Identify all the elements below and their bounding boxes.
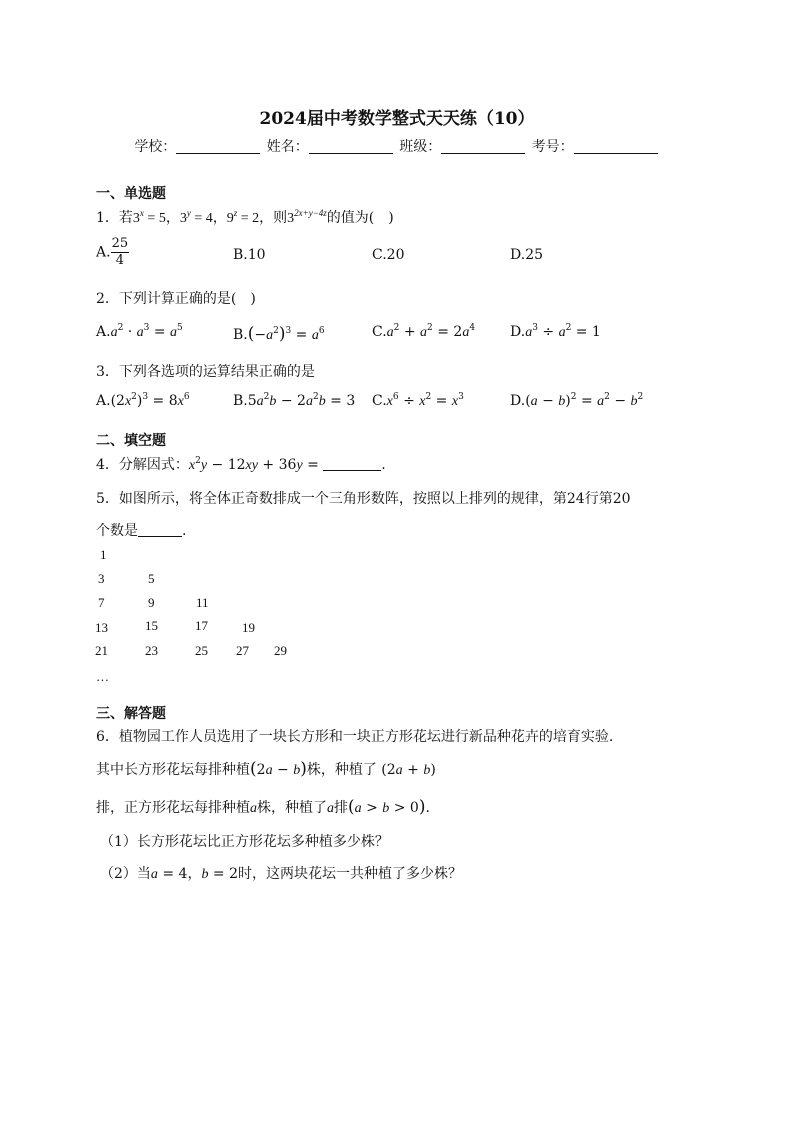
fraction: $\frac{25}{4}$ (111, 236, 129, 268)
array-ellipsis: … (96, 669, 109, 684)
class-blank[interactable] (441, 139, 525, 154)
question-3-option-a[interactable]: $A.(2x^2)^3 = 8x^6$ (96, 392, 190, 409)
question-2-option-a[interactable]: $A.a^2 \cdot a^3 = a^5$ (96, 323, 183, 340)
section-heading-single-choice: 一、单选题 (96, 186, 166, 202)
question-5-line-2: 个数是 . (96, 523, 187, 539)
array-cell: 27 (236, 643, 249, 658)
question-3-stem: 3．下列各选项的运算结果正确的是 (96, 364, 315, 380)
question-6-line-3: 排，正方形花坛每排种植a株，种植了a排(a > b > 0). (96, 797, 430, 817)
array-cell: 23 (145, 643, 158, 658)
question-1-option-c[interactable]: C.20 (372, 247, 405, 263)
name-label: 姓名： (266, 139, 309, 155)
question-1-option-b[interactable]: B.10 (233, 247, 266, 263)
section-heading-solution: 三、解答题 (96, 706, 166, 722)
question-1-option-a[interactable]: A. $\frac{25}{4}$ (96, 236, 129, 268)
array-cell: 15 (145, 618, 158, 633)
exam-number-label: 考号： (531, 139, 574, 155)
name-blank[interactable] (309, 139, 393, 154)
question-6-line-1: 6．植物园工作人员选用了一块长方形和一块正方形花坛进行新品种花卉的培育实验. (96, 729, 614, 745)
page-title: 2024届中考数学整式天天练（10） (259, 109, 535, 129)
question-6-line-2: 其中长方形花坛每排种植(2a − b)株，种植了 (2a + b) (96, 759, 436, 779)
exam-number-blank[interactable] (574, 139, 658, 154)
array-cell: 29 (274, 643, 287, 658)
question-2-stem: 2．下列计算正确的是( ) (96, 291, 256, 307)
question-3-option-d[interactable]: $D.(a - b)^2 = a^2 - b^2$ (510, 392, 644, 409)
question-5-line-1: 5．如图所示，将全体正奇数排成一个三角形数阵，按照以上排列的规律，第24行第20 (96, 491, 631, 507)
school-blank[interactable] (176, 139, 260, 154)
answer-blank[interactable] (138, 523, 182, 537)
array-cell: 11 (196, 595, 209, 610)
array-cell: 25 (195, 643, 208, 658)
array-cell: 1 (100, 547, 107, 562)
answer-blank[interactable] (323, 457, 381, 471)
question-3-option-b[interactable]: $B.5a^2b - 2a^2b = 3$ (233, 392, 356, 409)
array-cell: 7 (98, 595, 105, 610)
question-1-option-d[interactable]: D.25 (510, 247, 544, 263)
question-6-sub-2: （2）当a = 4，b = 2时，这两块花坛一共种植了多少株？ (100, 866, 463, 882)
school-label: 学校： (134, 139, 177, 155)
question-3-option-c[interactable]: $C.x^6 \div x^2 = x^3$ (372, 392, 464, 409)
array-cell: 3 (98, 571, 105, 586)
question-6-sub-1: （1）长方形花坛比正方形花坛多种植多少株？ (100, 834, 389, 850)
array-cell: 17 (195, 618, 208, 633)
question-2-option-d[interactable]: $D.a^3 \div a^2 = 1$ (510, 323, 601, 340)
student-info-row (0, 136, 794, 156)
question-4: 4．分解因式：$x^2y - 12xy + 36y$ = . (96, 456, 386, 473)
section-heading-fill-in: 二、填空题 (96, 433, 166, 449)
question-2-option-b[interactable]: $B.(-a^2)^3 = a^6$ (233, 324, 325, 344)
question-1-stem: 1．若$3^x = 5$，$3^y = 4$，$9^z = 2$，则$3^{2x+y-4z}$的值为( ) (96, 208, 394, 226)
question-2-option-c[interactable]: $C.a^2 + a^2 = 2a^4$ (372, 323, 476, 340)
array-cell: 21 (95, 643, 108, 658)
array-cell: 13 (95, 620, 108, 635)
class-label: 班级： (399, 139, 442, 155)
array-cell: 19 (242, 620, 255, 635)
array-cell: 5 (148, 571, 155, 586)
array-cell: 9 (148, 595, 155, 610)
